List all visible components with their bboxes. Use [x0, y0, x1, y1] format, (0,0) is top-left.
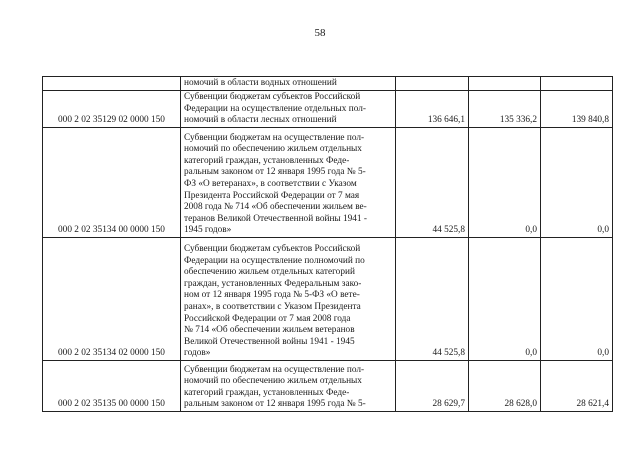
description-line: Великой Отечественной войны 1941 - 1945 — [184, 336, 355, 347]
description-line: теранов Великой Отечественной войны 1941 - — [184, 213, 368, 224]
description-line: 2008 года № 714 «Об обеспечении жильем ве- — [184, 202, 367, 213]
description-line: Субвенции бюджетам субъектов Российской — [184, 92, 361, 103]
description-line: номочий в области водных отношений — [184, 78, 337, 89]
description-line: ФЗ «О ветеранах», в соответствии с Указом — [184, 179, 357, 190]
description-cell — [181, 361, 396, 412]
amount-year-2-cell: 0,0 — [469, 238, 541, 361]
amount-year-1-cell: 44 525,8 — [396, 238, 469, 361]
description-line: номочий в области лесных отношений — [184, 115, 337, 126]
description-line: категорий граждан, установленных Феде- — [184, 155, 350, 166]
amount-year-3-cell: 28 621,4 — [541, 361, 613, 412]
description-cell — [181, 238, 396, 361]
table-row — [43, 77, 613, 91]
amount-year-2-cell — [469, 77, 541, 91]
table-row — [43, 91, 613, 128]
amount-year-2-cell: 135 336,2 — [469, 91, 541, 128]
amount-year-1-cell: 44 525,8 — [396, 128, 469, 238]
budget-code-cell: 000 2 02 35129 02 0000 150 — [43, 91, 181, 128]
description-line: ральным законом от 12 января 1995 года № 5- — [184, 167, 366, 178]
description-cell — [181, 77, 396, 91]
description-line: Субвенции бюджетам на осуществление пол- — [184, 132, 365, 143]
description-line: Субвенции бюджетам субъектов Российской — [184, 244, 361, 255]
description-line: категорий граждан, установленных Феде- — [184, 387, 350, 398]
table-row — [43, 128, 613, 238]
amount-year-3-cell: 0,0 — [541, 238, 613, 361]
description-cell — [181, 91, 396, 128]
amount-year-1-cell: 28 629,7 — [396, 361, 469, 412]
description-line: ральным законом от 12 января 1995 года № 5- — [184, 399, 366, 410]
amount-year-3-cell: 0,0 — [541, 128, 613, 238]
budget-table — [42, 76, 613, 412]
amount-year-3-cell — [541, 77, 613, 91]
description-line: годов» — [184, 348, 211, 359]
description-line: Субвенции бюджетам на осуществление пол- — [184, 364, 365, 375]
description-line: Федерации на осуществление полномочий по — [184, 255, 365, 266]
description-line: граждан, установленных Федеральным зако- — [184, 278, 362, 289]
description-line: обеспечению жильем отдельных категорий — [184, 267, 355, 278]
budget-code-cell: 000 2 02 35134 00 0000 150 — [43, 128, 181, 238]
page-number: 58 — [314, 27, 326, 39]
description-line: ранах», в соответствии с Указом Президента — [184, 302, 361, 313]
description-line: Президента Российской Федерации от 7 мая — [184, 190, 360, 201]
description-cell — [181, 128, 396, 238]
table-row — [43, 361, 613, 412]
description-line: номочий по обеспечению жильем отдельных — [184, 144, 362, 155]
description-line: № 714 «Об обеспечении жильем ветеранов — [184, 325, 355, 336]
description-line: 1945 годов» — [184, 225, 232, 236]
amount-year-1-cell: 136 646,1 — [396, 91, 469, 128]
description-line: Российской Федерации от 7 мая 2008 года — [184, 313, 351, 324]
amount-year-2-cell: 28 628,0 — [469, 361, 541, 412]
description-line: Федерации на осуществление отдельных пол- — [184, 103, 366, 114]
description-line: номочий по обеспечению жильем отдельных — [184, 376, 362, 387]
amount-year-1-cell — [396, 77, 469, 91]
budget-code-cell — [43, 77, 181, 91]
budget-code-cell: 000 2 02 35134 02 0000 150 — [43, 238, 181, 361]
amount-year-3-cell: 139 840,8 — [541, 91, 613, 128]
amount-year-2-cell: 0,0 — [469, 128, 541, 238]
table-row — [43, 238, 613, 361]
description-line: ном от 12 января 1995 года № 5-ФЗ «О вете- — [184, 290, 360, 301]
budget-code-cell: 000 2 02 35135 00 0000 150 — [43, 361, 181, 412]
